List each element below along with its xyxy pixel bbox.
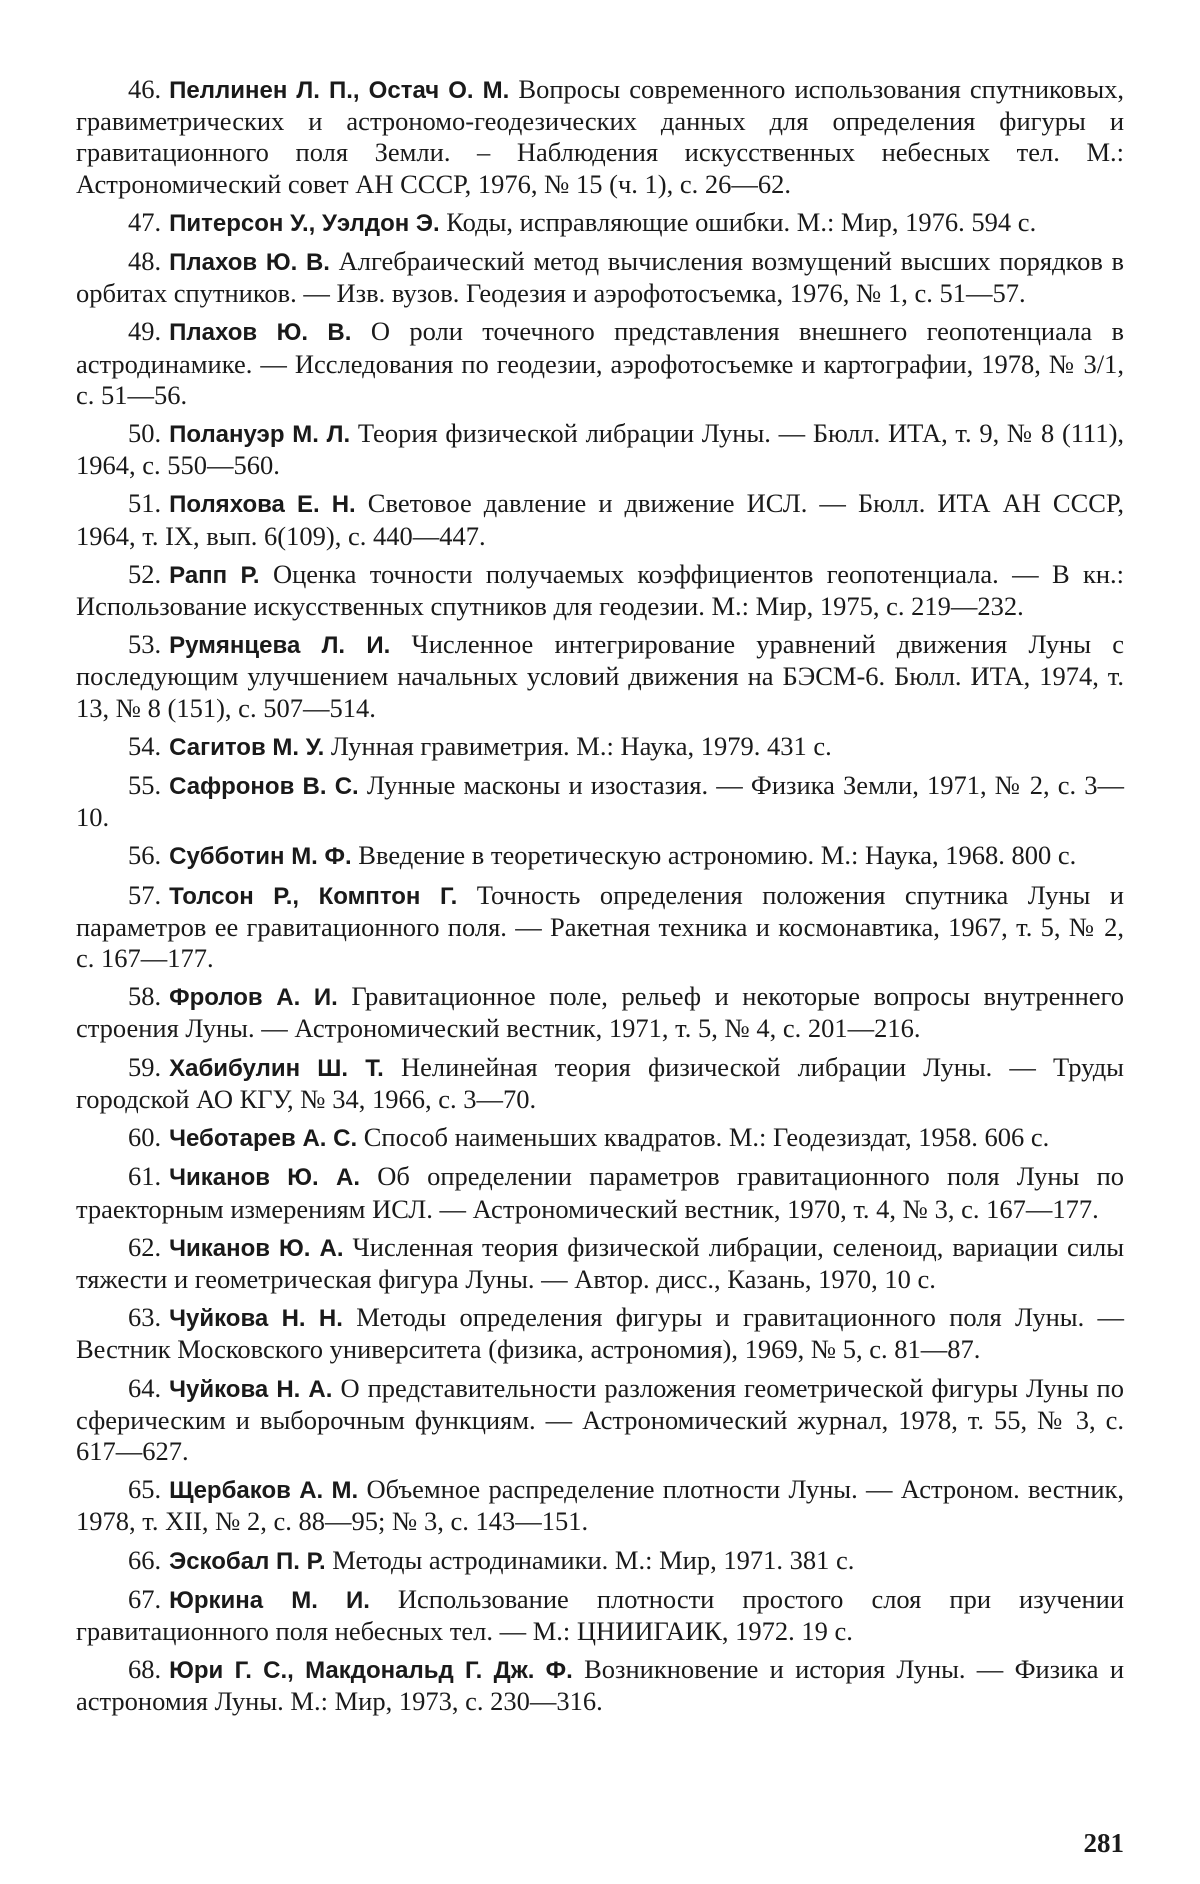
reference-number: 63. <box>128 1302 162 1333</box>
reference-authors: Румянцева Л. И. <box>169 632 391 660</box>
reference-number: 68. <box>128 1654 162 1685</box>
reference-authors: Пеллинен Л. П., Остач О. М. <box>169 77 510 104</box>
reference-number: 58. <box>128 981 162 1012</box>
reference-text: Точность определения положения спутника Луны и параметров ее гравитационного поля. — Ракетная техника и космонавтика, 1967, т. 5, № 2, с. 167—177. <box>76 879 1124 974</box>
reference-number: 51. <box>128 488 162 519</box>
reference-item <box>76 1545 1124 1577</box>
reference-number: 50. <box>128 418 162 449</box>
reference-text: Световое давление и движение ИСЛ. — Бюлл. ИТА АН СССР, 1964, т. IX, вып. 6(109), с. 440—447. <box>76 488 1124 551</box>
reference-item <box>76 840 1124 872</box>
reference-text: Численная теория физической либрации, селеноид, вариации силы тяжести и геометрическая фигура Луны. — Автор. дисс., Казань, 1970, 10 с. <box>76 1231 1125 1294</box>
reference-authors: Сафронов В. С. <box>169 773 359 801</box>
reference-text: Численное интегрирование уравнений движения Луны с последующим улучшением начальных условий движения на БЭСМ-6. Бюлл. ИТА, 1974, т. 13, № 8 (151), с. 507—514. <box>76 629 1124 723</box>
reference-item <box>76 418 1124 481</box>
reference-text: Вопросы современного использования спутниковых, гравиметрических и астрономо-геодезических данных для определения фигуры и гравитационного поля Земли. – Наблюдения искусственных небесных тел. М.: Астрономический совет АН СССР, 1976, № 15 (ч. 1), с. 26—62. <box>76 74 1124 199</box>
reference-authors: Чеботарев А. С. <box>169 1125 358 1153</box>
reference-text: Методы определения фигуры и гравитационного поля Луны. — Вестник Московского университета (физика, астрономия), 1969, № 5, с. 81—87. <box>76 1302 1124 1365</box>
reference-text: О роли точечного представления внешнего геопотенциала в астродинамике. — Исследования по геодезии, аэрофотосъемке и картографии, 1978, № 3/1, с. 51—56. <box>76 316 1124 410</box>
reference-text: Об определении параметров гравитационного поля Луны по траекторным измерениям ИСЛ. — Астрономический вестник, 1970, т. 4, № 3, с. 167—177. <box>76 1161 1124 1224</box>
reference-authors: Хабибулин Ш. Т. <box>169 1054 384 1082</box>
reference-item <box>76 1052 1124 1115</box>
reference-authors: Юри Г. С., Макдональд Г. Дж. Ф. <box>169 1657 573 1685</box>
reference-number: 53. <box>128 629 162 660</box>
reference-text: Теория физической либрации Луны. — Бюлл. ИТА, т. 9, № 8 (111), 1964, с. 550—560. <box>76 418 1125 481</box>
reference-item <box>76 1232 1124 1295</box>
reference-item <box>76 1373 1124 1468</box>
reference-item <box>76 629 1124 724</box>
reference-item <box>76 207 1124 239</box>
reference-authors: Поляхова Е. Н. <box>169 491 356 519</box>
reference-number: 56. <box>128 840 162 871</box>
reference-authors: Питерсон У., Уэлдон Э. <box>169 209 440 237</box>
reference-number: 52. <box>128 558 162 589</box>
reference-item <box>76 1584 1124 1647</box>
reference-text: Введение в теоретическую астрономию. М.: Наука, 1968. 800 с. <box>358 840 1077 871</box>
reference-item <box>76 74 1124 200</box>
reference-item <box>76 488 1124 551</box>
reference-authors: Фролов А. И. <box>169 984 338 1012</box>
reference-item <box>76 559 1124 622</box>
reference-number: 54. <box>128 730 162 761</box>
reference-text: Алгебраический метод вычисления возмущений высших порядков в орбитах спутников. — Изв. вузов. Геодезия и аэрофотосъемка, 1976, № 1, с. 51—57. <box>76 246 1125 309</box>
page-number: 281 <box>1083 1828 1124 1858</box>
reference-authors: Полануэр М. Л. <box>169 421 351 449</box>
reference-authors: Чиканов Ю. А. <box>169 1234 344 1262</box>
reference-item <box>76 1302 1124 1365</box>
reference-number: 55. <box>128 770 162 801</box>
reference-text: Оценка точности получаемых коэффициентов геопотенциала. — В кн.: Использование искусственных спутников для геодезии. М.: Мир, 1975, с. 219—232. <box>76 558 1124 622</box>
reference-item <box>76 1122 1124 1154</box>
reference-number: 46. <box>128 74 162 104</box>
reference-authors: Рапп Р. <box>169 561 260 589</box>
reference-authors: Чуйкова Н. А. <box>169 1375 333 1403</box>
reference-list <box>76 74 1124 1725</box>
reference-authors: Эскобал П. Р. <box>169 1547 326 1575</box>
reference-text: Гравитационное поле, рельеф и некоторые вопросы внутреннего строения Луны. — Астрономический вестник, 1971, т. 5, № 4, с. 201—216. <box>76 981 1124 1044</box>
reference-number: 48. <box>128 246 162 277</box>
reference-authors: Толсон Р., Комптон Г. <box>169 882 458 910</box>
reference-text: Объемное распределение плотности Луны. — Астроном. вестник, 1978, т. XII, № 2, с. 88—95; № 3, с. 143—151. <box>76 1474 1124 1537</box>
reference-text: Использование плотности простого слоя при изучении гравитационного поля небесных тел. — М.: ЦНИИГАИК, 1972. 19 с. <box>76 1583 1125 1646</box>
reference-authors: Плахов Ю. В. <box>169 319 352 347</box>
reference-item <box>76 316 1124 411</box>
reference-authors: Плахов Ю. В. <box>169 249 330 277</box>
reference-number: 57. <box>128 879 162 910</box>
reference-item <box>76 981 1124 1044</box>
reference-number: 66. <box>128 1544 162 1575</box>
reference-text: О представительности разложения геометрической фигуры Луны по сферическим и выборочным функциям. — Астрономический журнал, 1978, т. 55, № 3, с. 617—627. <box>76 1372 1124 1466</box>
reference-text: Лунная гравиметрия. М.: Наука, 1979. 431 с. <box>330 730 832 761</box>
reference-number: 59. <box>128 1051 162 1082</box>
reference-text: Способ наименьших квадратов. М.: Геодезиздат, 1958. 606 с. <box>363 1122 1050 1153</box>
reference-item <box>76 246 1124 309</box>
reference-number: 65. <box>128 1474 162 1505</box>
reference-item <box>76 1474 1124 1537</box>
reference-item <box>76 1161 1124 1224</box>
reference-number: 62. <box>128 1231 162 1262</box>
reference-number: 67. <box>128 1583 162 1614</box>
reference-item <box>76 731 1124 763</box>
reference-number: 49. <box>128 316 162 347</box>
reference-number: 64. <box>128 1372 162 1403</box>
reference-authors: Чуйкова Н. Н. <box>169 1305 343 1333</box>
reference-authors: Юркина М. И. <box>169 1586 370 1614</box>
reference-item <box>76 1654 1124 1717</box>
reference-text: Коды, исправляющие ошибки. М.: Мир, 1976. 594 с. <box>446 206 1037 237</box>
reference-authors: Субботин М. Ф. <box>169 843 352 871</box>
reference-text: Лунные масконы и изостазия. — Физика Земли, 1971, № 2, с. 3—10. <box>76 770 1124 833</box>
reference-authors: Чиканов Ю. А. <box>169 1164 360 1192</box>
reference-number: 47. <box>128 206 162 237</box>
reference-authors: Сагитов М. У. <box>169 733 325 761</box>
reference-text: Методы астродинамики. М.: Мир, 1971. 381 с. <box>332 1544 855 1575</box>
reference-authors: Щербаков А. М. <box>169 1477 359 1505</box>
reference-item <box>76 770 1124 833</box>
reference-number: 60. <box>128 1122 162 1153</box>
reference-number: 61. <box>128 1161 162 1192</box>
reference-text: Нелинейная теория физической либрации Луны. — Труды городской АО КГУ, № 34, 1966, с. 3—70. <box>76 1051 1124 1114</box>
reference-text: Возникновение и история Луны. — Физика и астрономия Луны. М.: Мир, 1973, с. 230—316. <box>76 1654 1125 1717</box>
reference-item <box>76 880 1124 975</box>
